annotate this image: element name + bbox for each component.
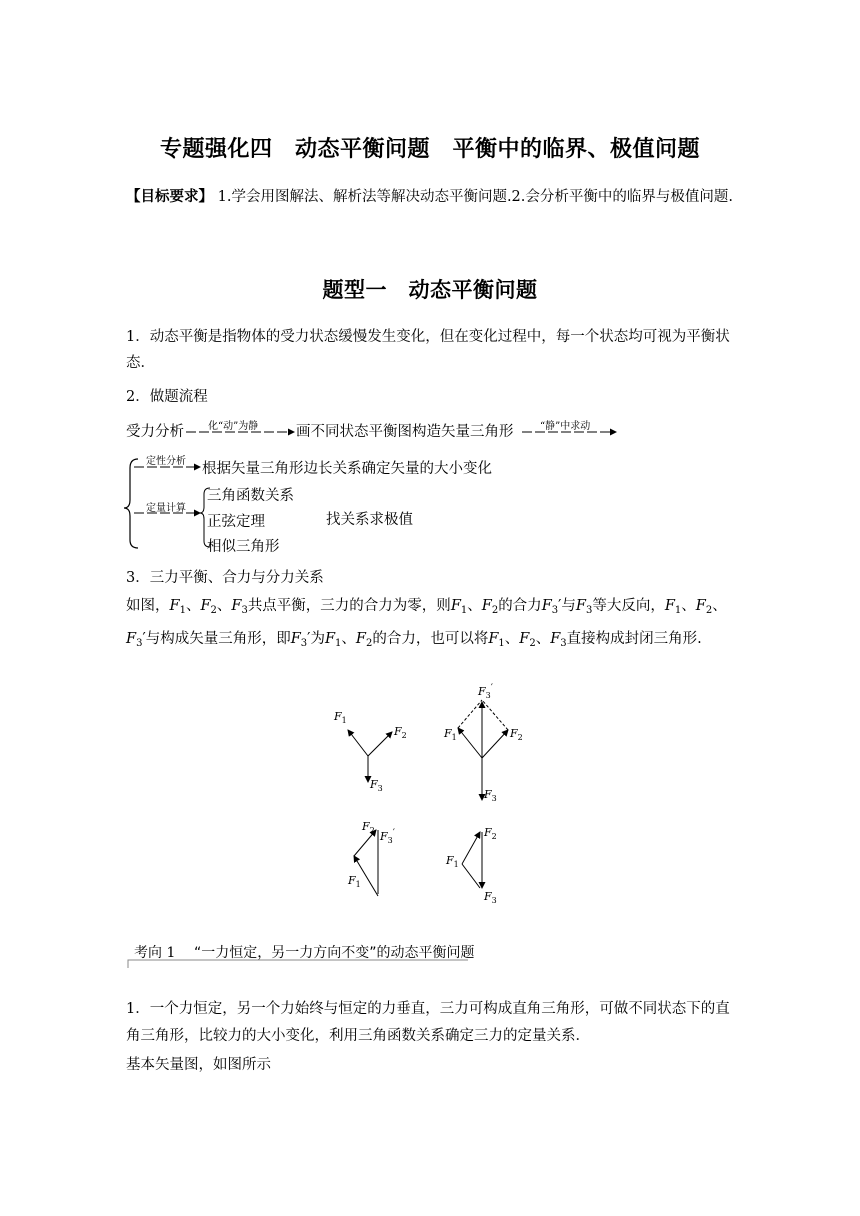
item-3: 3．三力平衡、合力与分力关系 [126,570,324,586]
svg-text:F3: $F_3$ [484,788,497,803]
diagram-parallelogram [443,683,523,803]
para-text: 等大反向， [592,598,665,614]
flow-methods-result: 找关系求极值 [326,512,413,528]
para-text: 共点平衡，三力的合力为零，则 [247,598,451,614]
flow-branch2-label: 定量计算 [146,503,186,514]
page-title: 专题强化四 动态平衡问题 平衡中的临界、极值问题 [159,137,700,162]
section-heading: 题型一 动态平衡问题 [322,278,538,302]
goal-label: 【目标要求】 [126,189,213,205]
sep: 、 [467,598,482,614]
force-paragraph [126,592,736,658]
f3-symbol: F [575,598,586,614]
f3-symbol: F [126,631,137,647]
para-text: ′与 [558,598,576,614]
diagram-triangle-2 [445,826,497,905]
goal-text: 1.学会用图解法、解析法等解决动态平衡问题.2.会分析平衡中的临界与极值问题. [217,189,733,205]
sub: 3 [585,605,593,616]
flow-arrow1-label: 化“动”为静 [208,421,259,432]
label-f3: $F_3$ [370,778,383,793]
f2-symbol: F [519,631,530,647]
para-text: 构成矢量三角形，即 [160,631,291,647]
f3-symbol: F [231,598,242,614]
sub: 1 [335,638,342,649]
diagram-triangle-1 [347,820,396,896]
f2-symbol: F [695,598,706,614]
f2-symbol: F [355,631,366,647]
sep: 、 [341,631,356,647]
flow-middle: 画不同状态平衡图构造矢量三角形 [296,424,514,440]
flow-method-2: 正弦定理 [207,514,265,530]
kx-last-line: 基本矢量图，如图所示 [126,1057,271,1073]
f1-symbol: F [664,598,675,614]
force-diagrams [320,680,540,910]
sub: 3 [136,638,143,649]
flow-brace-main [124,459,138,548]
f3-symbol: F [541,598,552,614]
kaoxiang-header [126,942,475,968]
sep: 、 [504,631,520,647]
svg-text:F1: $F_1$ [444,727,457,742]
label-f1: $F_1$ [334,710,347,725]
kx-paragraph: 1．一个力恒定，另一个力始终与恒定的力垂直，三力可构成直角三角形，可做不同状态下的直角三角形，比较力的大小变化，利用三角函数关系确定三力的定量关系． [126,1001,730,1044]
sub: 1 [179,605,186,616]
label-f3-prime: $F_3'$ [478,683,494,700]
sub: 1 [460,605,468,616]
sub: 2 [705,605,713,616]
f2-symbol: F [481,598,492,614]
sep: 、 [712,598,727,614]
sub: 3 [300,638,308,649]
svg-text:F2: $F_2$ [510,727,523,742]
svg-text:F3: $F_3$ [484,890,497,905]
svg-text:F1: $F_1$ [348,874,361,889]
item-2: 2．做题流程 [126,389,208,405]
para-text: 的合力 [498,598,542,614]
kaoxiang-title: “一力恒定，另一力方向不变”的动态平衡问题 [194,945,475,961]
sep: 、 [185,598,201,614]
para-text: 直接构成封闭三角形. [566,631,702,647]
label-f2: $F_2$ [394,725,407,740]
f3-symbol: F [550,631,561,647]
sep: 、 [216,598,232,614]
sub: 2 [365,638,373,649]
f1-symbol: F [488,631,499,647]
flow-arrow2-label: “静”中求动 [540,421,591,432]
sub: 3 [551,605,559,616]
para-text: 的合力，也可以将 [372,631,489,647]
para-text: ′为 [307,631,325,647]
f3-symbol: F [290,631,301,647]
flow-method-3: 相似三角形 [207,539,280,555]
flow-branch1-label: 定性分析 [146,456,186,467]
sub: 2 [529,638,536,649]
f1-symbol: F [169,598,180,614]
f1-symbol: F [450,598,461,614]
item-1: 1．动态平衡是指物体的受力状态缓慢发生变化，但在变化过程中，每一个状态均可视为平衡状态． [126,329,730,371]
flow-method-1: 三角函数关系 [207,488,294,504]
sub: 3 [241,605,248,616]
para-text: 如图， [126,598,170,614]
f1-symbol: F [324,631,336,647]
sub: 2 [491,605,499,616]
flow-start: 受力分析 [126,424,184,440]
f2-symbol: F [200,598,211,614]
diagram-concurrent-forces [333,710,407,793]
kaoxiang-label: 考向 1 [134,945,176,961]
sub: 3 [560,638,567,649]
svg-text:F3′: $F_3'$ [380,828,396,845]
sep: 、 [535,631,551,647]
flow-brace-methods [200,488,210,547]
para-text: ′与 [142,631,161,647]
sub: 2 [210,605,217,616]
sep: 、 [681,598,696,614]
svg-text:F2: $F_2$ [362,820,375,835]
svg-text:F1: $F_1$ [446,854,459,869]
sub: 1 [498,638,505,649]
sub: 1 [674,605,682,616]
svg-text:F2: $F_2$ [484,826,497,841]
flow-branch1-result: 根据矢量三角形边长关系确定矢量的大小变化 [202,461,492,477]
